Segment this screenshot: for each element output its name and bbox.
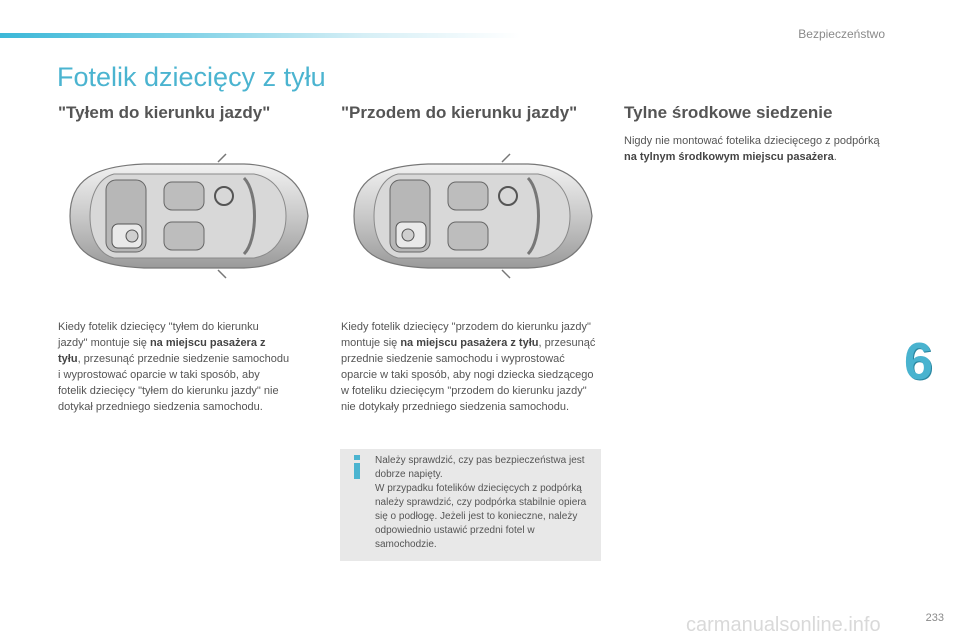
- watermark: carmanualsonline.info: [686, 614, 881, 636]
- heading-rear-facing: "Tyłem do kierunku jazdy": [58, 103, 271, 122]
- heading-forward-facing: "Przodem do kierunku jazdy": [341, 103, 578, 122]
- info-text: [375, 454, 595, 552]
- page-number: 233: [925, 612, 944, 624]
- info-box: [340, 449, 601, 561]
- heading-rear-center: Tylne środkowe siedzenie: [624, 103, 833, 122]
- info-line-1: Należy sprawdzić, czy pas bezpieczeństwa jest dobrze napięty.: [375, 455, 585, 480]
- car-top-view-rear-facing: [54, 152, 316, 280]
- section-header: Bezpieczeństwo: [798, 27, 885, 41]
- paragraph-rear-center: Nigdy nie montować fotelika dziecięcego z podpórką na tylnym środkowym miejscu pasażera.: [624, 135, 880, 163]
- paragraph-forward-facing: Kiedy fotelik dziecięcy "przodem do kierunku jazdy" montuje się na miejscu pasażera z tyłu, przesunąć przednie siedzenie samochodu i wyprostować oparcie w taki sposób, aby nogi dziecka siedzącego w foteliku dziecięcym "przodem do kierunku jazdy" nie dotykały przedniego siedzenia samochodu.: [341, 321, 596, 413]
- info-line-2: W przypadku fotelików dziecięcych z podpórką należy sprawdzić, czy podpórka stabilnie opiera się o podłogę. Jeżeli jest to konieczne, należy odpowiednio ustawić przedni fotel w samochodzie.: [375, 483, 587, 550]
- car-top-view-forward-facing: [338, 152, 600, 280]
- page-title: Fotelik dziecięcy z tyłu: [57, 62, 326, 92]
- chapter-number: 6: [904, 333, 933, 391]
- paragraph-rear-facing: Kiedy fotelik dziecięcy "tyłem do kierunku jazdy" montuje się na miejscu pasażera z tyłu, przesunąć przednie siedzenie samochodu i wyprostować oparcie w taki sposób, aby fotelik dziecięcy "tyłem do kierunku jazdy" nie dotykał przedniego siedzenia samochodu.: [58, 321, 290, 413]
- header-accent-bar: [0, 33, 520, 38]
- info-icon: [350, 455, 364, 479]
